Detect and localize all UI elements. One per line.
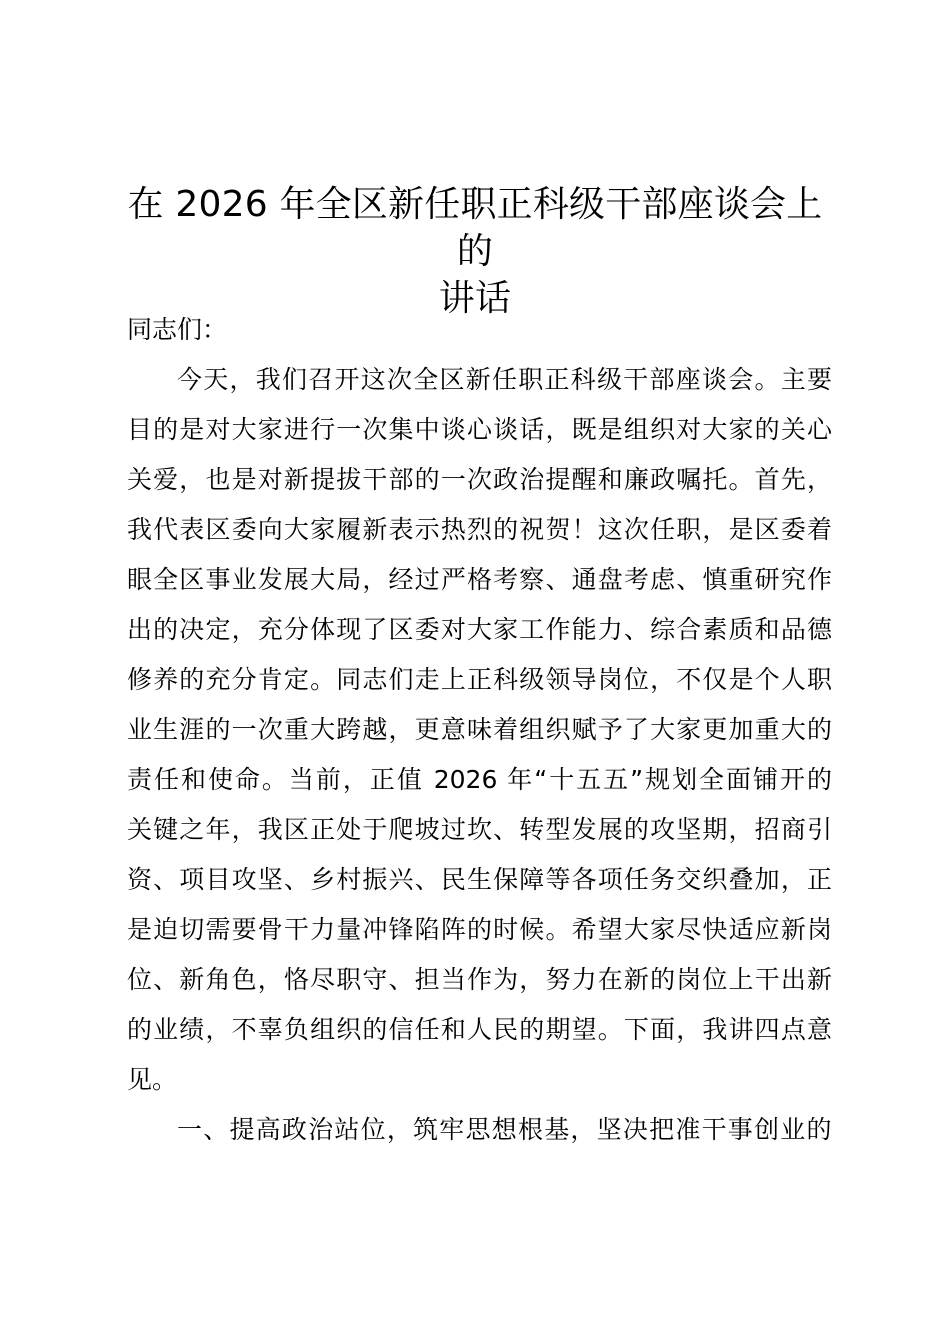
paragraph-line: 今天，我们召开这次全区新任职正科级干部座谈会。主要	[177, 365, 832, 394]
paragraph-line: 的业绩，不辜负组织的信任和人民的期望。下面，我讲四点意	[127, 1015, 832, 1044]
section-heading-1: 一、提高政治站位，筑牢思想根基，坚决把准干事创业的	[177, 1115, 832, 1144]
salutation: 同志们：	[127, 315, 228, 344]
paragraph-line: 修养的充分肯定。同志们走上正科级领导岗位，不仅是个人职	[127, 665, 832, 694]
title-line-1: 在 2026 年全区新任职正科级干部座谈会上的	[127, 184, 823, 272]
paragraph-line: 出的决定，充分体现了区委对大家工作能力、综合素质和品德	[127, 615, 832, 644]
speech-body	[127, 305, 832, 1155]
paragraph-line: 业生涯的一次重大跨越，更意味着组织赋予了大家更加重大的	[127, 715, 832, 744]
page-title	[120, 181, 830, 322]
paragraph-line: 见。	[127, 1065, 178, 1094]
paragraph-line: 责任和使命。当前，正值 2026 年“十五五”规划全面铺开的	[127, 765, 832, 794]
paragraph-line: 资、项目攻坚、乡村振兴、民生保障等各项任务交织叠加，正	[127, 865, 832, 894]
paragraph-opening	[127, 355, 832, 1105]
paragraph-line: 是迫切需要骨干力量冲锋陷阵的时候。希望大家尽快适应新岗	[127, 915, 832, 944]
paragraph-line: 眼全区事业发展大局，经过严格考察、通盘考虑、慎重研究作	[127, 565, 832, 594]
title-line-2: 讲话	[438, 278, 512, 319]
paragraph-line: 位、新角色，恪尽职守、担当作为，努力在新的岗位上干出新	[127, 965, 832, 994]
paragraph-line: 我代表区委向大家履新表示热烈的祝贺！这次任职，是区委着	[127, 515, 832, 544]
paragraph-line: 关爱，也是对新提拔干部的一次政治提醒和廉政嘱托。首先，	[127, 465, 832, 494]
paragraph-line: 关键之年，我区正处于爬坡过坎、转型发展的攻坚期，招商引	[127, 815, 832, 844]
paragraph-line: 目的是对大家进行一次集中谈心谈话，既是组织对大家的关心	[127, 415, 832, 444]
